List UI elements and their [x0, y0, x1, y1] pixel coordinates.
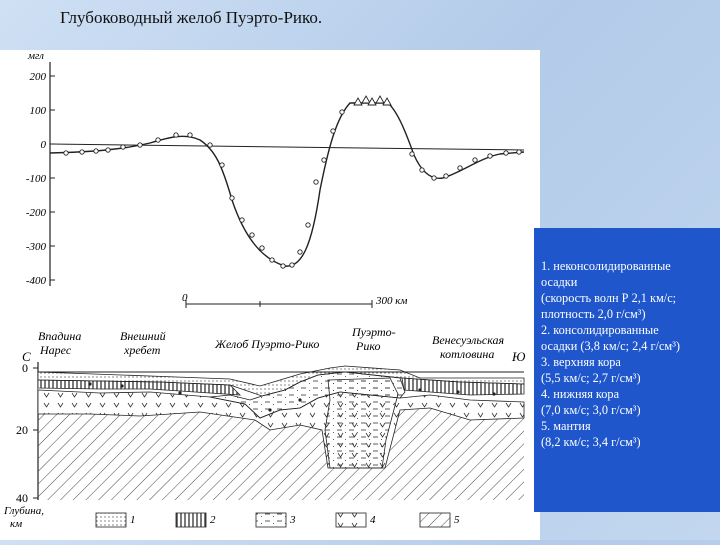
- gravity-tick-label: -400: [25, 275, 46, 287]
- legend-swatch-label: 2: [210, 514, 216, 526]
- figure: [0, 50, 540, 540]
- label-nares-deep: Впадина Нарес: [38, 329, 82, 357]
- scale-start: 0: [182, 292, 188, 304]
- depth-tick-label: 40: [16, 491, 28, 505]
- gravity-unit-label: мгл: [28, 50, 44, 62]
- legend-line: (5,5 км/с; 2,7 г/см³): [541, 371, 641, 385]
- legend-line: (скорость волн Р 2,1 км/с;: [541, 291, 677, 305]
- scale-bar: [182, 292, 407, 308]
- gravity-tick-label: -100: [25, 173, 46, 185]
- label-puerto-rico: Пуэрто-Рико: [352, 325, 396, 353]
- gravity-triangles: [354, 96, 391, 105]
- legend-line: 3. верхняя кора: [541, 355, 621, 369]
- scale-end: 300 км: [376, 295, 408, 307]
- legend-line: осадки (3,8 км/с; 2,4 г/см³): [541, 339, 680, 353]
- legend-swatch-label: 1: [130, 514, 136, 526]
- gravity-tick-label: 100: [29, 105, 46, 117]
- depth-tick-label: 20: [16, 423, 28, 437]
- legend-panel: [534, 228, 720, 512]
- legend-swatch-5: [420, 513, 450, 527]
- figure-svg: [0, 50, 540, 540]
- legend-swatch-label: 5: [454, 514, 460, 526]
- cross-section: [38, 366, 524, 500]
- legend-swatch-label: 4: [370, 514, 376, 526]
- gravity-tick-label: 0: [40, 139, 46, 151]
- legend-line: (8,2 км/с; 3,4 г/см³): [541, 435, 641, 449]
- legend-line: 5. мантия: [541, 419, 591, 433]
- legend-line: плотность 2,0 г/см³): [541, 307, 646, 321]
- legend-line: 4. нижняя кора: [541, 387, 620, 401]
- bottom-legend: [96, 513, 460, 527]
- legend-swatch-4: [336, 513, 366, 527]
- legend-line: осадки: [541, 275, 578, 289]
- gravity-profile: [26, 50, 524, 287]
- gravity-points: [64, 110, 521, 268]
- gravity-tick-label: 200: [29, 71, 46, 83]
- section-labels: [22, 325, 526, 364]
- legend-line: 2. консолидированные: [541, 323, 659, 337]
- legend-swatch-label: 3: [290, 514, 296, 526]
- legend-swatch-2: [176, 513, 206, 527]
- label-outer-ridge: Внешний хребет: [120, 329, 166, 357]
- legend-swatch-3: [256, 513, 286, 527]
- depth-tick-label: 0: [22, 361, 28, 375]
- depth-axis-label: Глубина, км: [4, 505, 44, 530]
- label-venezuelan-basin: Венесуэльская котловина: [432, 333, 505, 361]
- legend-line: 1. неконсолидированные: [541, 259, 671, 273]
- label-trench: Желоб Пуэрто-Рико: [215, 337, 320, 351]
- north-label: С: [22, 349, 31, 364]
- gravity-tick-label: -200: [25, 207, 46, 219]
- gravity-tick-label: -300: [25, 241, 46, 253]
- legend-line: (7,0 км/с; 3,0 г/см³): [541, 403, 641, 417]
- legend-swatch-1: [96, 513, 126, 527]
- south-label: Ю: [512, 349, 526, 364]
- slide-title: Глубоководный желоб Пуэрто-Рико.: [60, 8, 323, 27]
- gravity-curve: [50, 103, 524, 266]
